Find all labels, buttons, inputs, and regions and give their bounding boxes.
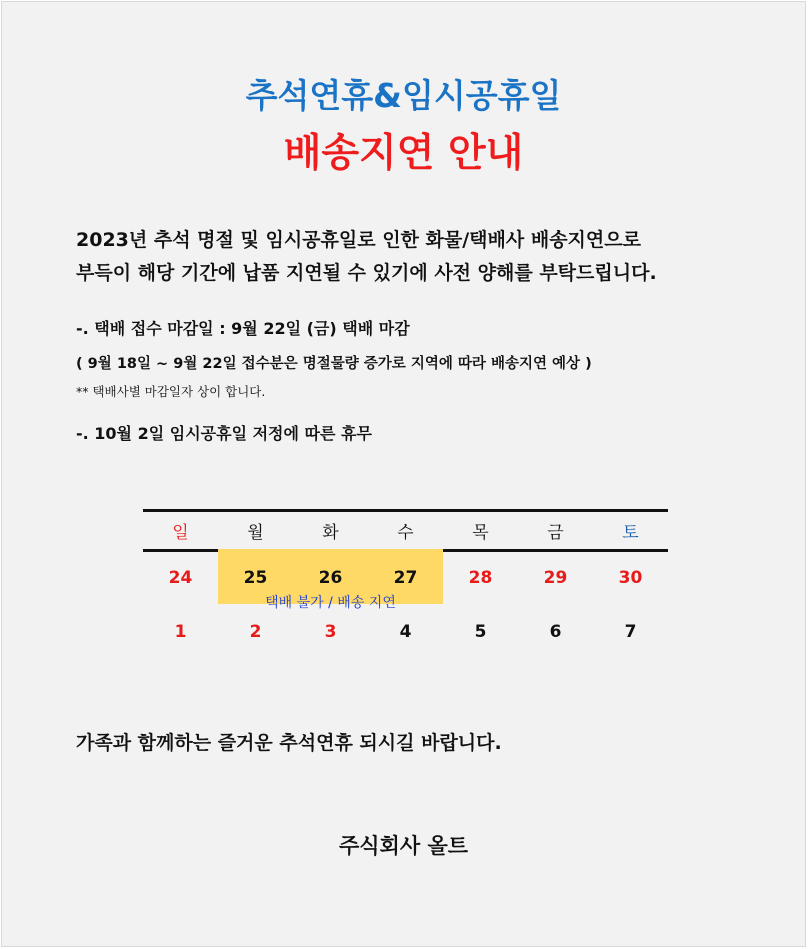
calendar-day: 30 [618,568,643,588]
cutoff-note: -. 택배 접수 마감일 : 9월 22일 (금) 택배 마감 [76,319,410,338]
intro-paragraph [76,224,756,290]
calendar-weekday: 월 [247,523,264,543]
calendar-day: 3 [324,622,337,642]
calendar-day: 26 [318,568,343,588]
notice-title: 추석연휴&임시공휴일 [245,76,562,115]
calendar-day: 1 [174,622,187,642]
notice-subtitle: 배송지연 안내 [283,131,524,176]
intro-line-1: 2023년 추석 명절 및 임시공휴일로 인한 화물/택배사 배송지연으로 [76,229,641,251]
calendar-day: 24 [168,568,193,588]
delay-highlight-note: 택배 불가 / 배송 지연 [265,595,396,611]
calendar-day: 6 [549,622,562,642]
carrier-note: ** 택배사별 마감일자 상이 합니다. [76,384,266,399]
calendar-day: 25 [243,568,268,588]
calendar-day: 5 [474,622,487,642]
calendar-day: 28 [468,568,493,588]
calendar-weekday: 일 [172,523,189,543]
intro-line-2: 부득이 해당 기간에 납품 지연될 수 있기에 사전 양해를 부탁드립니다. [76,262,657,284]
calendar-day: 7 [624,622,637,642]
calendar-weekday: 토 [622,523,639,543]
calendar-weekday: 금 [547,523,564,543]
calendar-day: 29 [543,568,568,588]
notice-page [1,1,806,947]
company-name: 주식회사 올트 [338,834,469,858]
calendar-day: 27 [393,568,418,588]
holiday-note: -. 10월 2일 임시공휴일 저정에 따른 휴무 [76,424,372,443]
delay-note: ( 9월 18일 ~ 9월 22일 접수분은 명절물량 증가로 지역에 따라 배송지연 예상 ) [76,356,592,372]
calendar-weekday: 수 [397,523,414,543]
closing-message: 가족과 함께하는 즐거운 추석연휴 되시길 바랍니다. [76,732,502,754]
calendar-weekday: 화 [322,523,339,543]
calendar-top-rule [143,509,668,512]
calendar-weekday: 목 [472,523,489,543]
calendar-day: 4 [399,622,412,642]
holiday-calendar [143,509,668,649]
calendar-day: 2 [249,622,262,642]
